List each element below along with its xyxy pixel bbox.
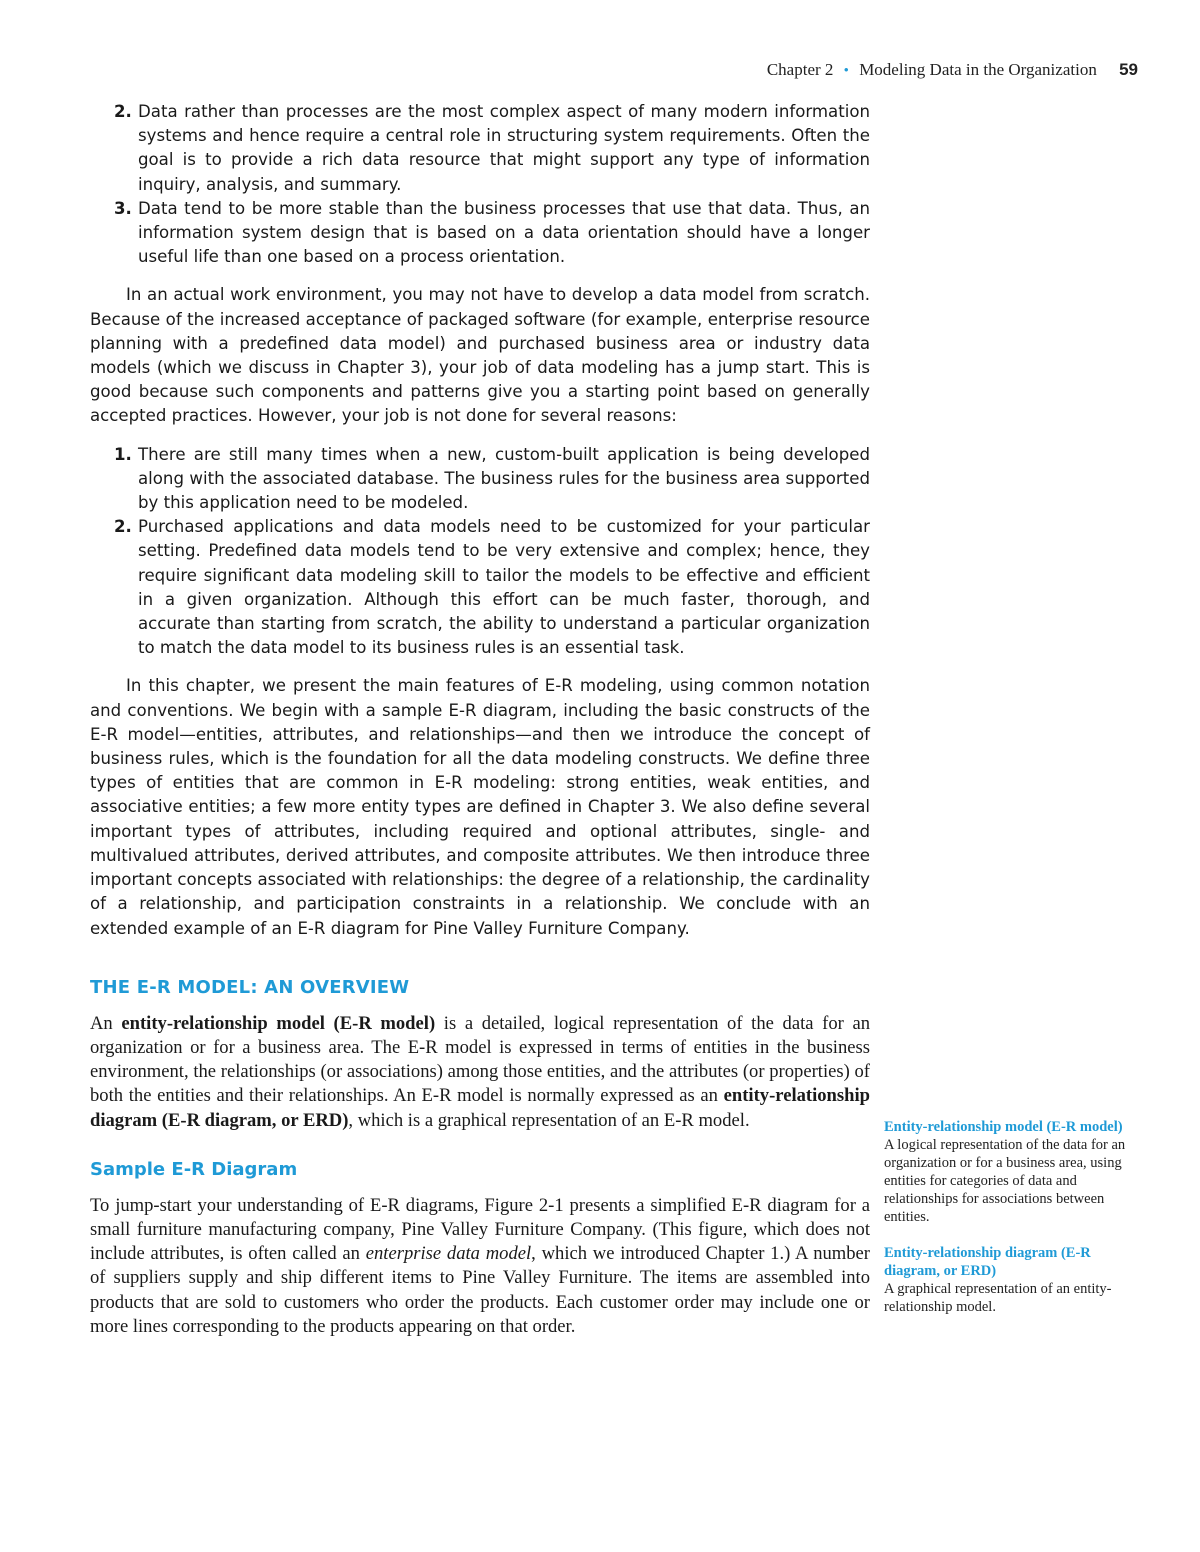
section-heading: THE E-R MODEL: AN OVERVIEW [90,976,410,998]
running-head [767,60,1138,80]
margin-term: Entity-relationship model (E-R model) [884,1119,1123,1135]
text-run: is a detailed, logical representation of the data for an organization or for a business area. The E-R model is expressed in terms of entities in the business environment, the relationships (or associations) among those entities, and the attributes (or properties) of both the entities and their relationships. An E-R model is normally expressed as an [90,1012,870,1107]
bullet-separator: • [843,63,849,79]
list-item-text: Data rather than processes are the most complex aspect of many modern information systems and hence require a central role in structuring system requirements. Often the goal is to provide a rich data resource that might support any type of information inquiry, analysis, and summary. [138,102,870,194]
text-run: To jump-start your understanding of E-R diagrams, Figure 2-1 presents a simplified E-R diagram for a small furniture manufacturing company, Pine Valley Furniture Company. (This figure, which does not include attributes, is often called an [90,1194,870,1265]
key-term: entity-relationship diagram (E-R diagram, or ERD) [90,1085,870,1131]
list-item [114,515,870,660]
subsection-heading: Sample E-R Diagram [90,1158,298,1180]
list-number: 2. [114,517,132,537]
emphasis-term: enterprise data model [365,1243,532,1265]
list-item-text: Purchased applications and data models need to be customized for your particular setting. Predefined data models tend to be very extensive and complex; hence, they require significant data modeling skill to tailor the models to be effective and efficient in a given organization. Although this effort can be much faster, thorough, and accurate than starting from scratch, the ability to understand a particular organization to match the data model to its business rules is an essential task. [138,517,870,658]
margin-definition: A graphical representation of an entity-relationship model. [884,1281,1112,1315]
list-item-text: There are still many times when a new, custom-built application is being developed along with the associated database. The business rules for the business area supported by this application need to be modeled. [138,444,870,513]
chapter-title: Modeling Data in the Organization [859,60,1097,79]
margin-definition: A logical representation of the data for an organization or for a business area, using entities for categories of data and relationships for associations between entities. [884,1137,1126,1225]
chapter-label: Chapter 2 [766,60,834,79]
list-reasons-data-orientation [90,100,870,269]
paragraph-chapter-overview: In this chapter, we present the main features of E-R modeling, using common notation and conventions. We begin with a sample E-R diagram, including the basic constructs of the E-R model—entities, attributes, and relationships—and then we introduce the concept of business rules, which is the foundation for all the data modeling constructs. We define three types of entities that are common in E-R modeling: strong entities, weak entities, and associative entities; a few more entity types are defined in Chapter 3. We also define several important types of attributes, including required and optional attributes, single- and multivalued attributes, derived attributes, and composite attributes. We then introduce three important concepts associated with relationships: the degree of a relationship, the cardinality of a relationship, and participation constraints in a relationship. We conclude with an extended example of an E-R diagram for Pine Valley Furniture Company. [90,676,870,938]
paragraph-work-environment: In an actual work environment, you may not have to develop a data model from scratch. Because of the increased acceptance of packaged software (for example, enterprise resource planning with a predefined data model) and purchased business area or industry data models (which we discuss in Chapter 3), your job of data modeling has a jump start. This is good because such components and patterns give you a starting point based on generally accepted practices. However, your job is not done for several reasons: [90,285,870,426]
list-number: 1. [114,444,132,464]
list-reasons-job-not-done [90,443,870,661]
list-number: 3. [114,198,132,218]
list-item-text: Data tend to be more stable than the business processes that use that data. Thus, an information system design that is based on a data orientation should have a longer useful life than one based on a process orientation. [138,198,870,267]
list-item [114,100,870,197]
paragraph-sample-er-diagram [90,1194,870,1339]
margin-glossary [884,1118,1146,1334]
margin-term: Entity-relationship diagram (E-R diagram, or ERD) [884,1245,1091,1279]
key-term: entity-relationship model (E-R model) [121,1012,436,1034]
main-column [90,100,870,1339]
list-number: 2. [114,102,132,121]
text-run: , which is a graphical representation of an E-R model. [348,1109,750,1131]
list-item [114,197,870,270]
paragraph-er-model-definition [90,1012,870,1133]
text-run: , which we introduced Chapter 1.) A number of suppliers supply and ship different items to Pine Valley Furniture. The items are assembled into products that are sold to customers who order the products. Each customer order may include one or more lines corresponding to the products appearing on that order. [90,1243,871,1337]
page-number: 59 [1119,60,1138,79]
text-run: An [90,1012,122,1034]
list-item [114,443,870,516]
